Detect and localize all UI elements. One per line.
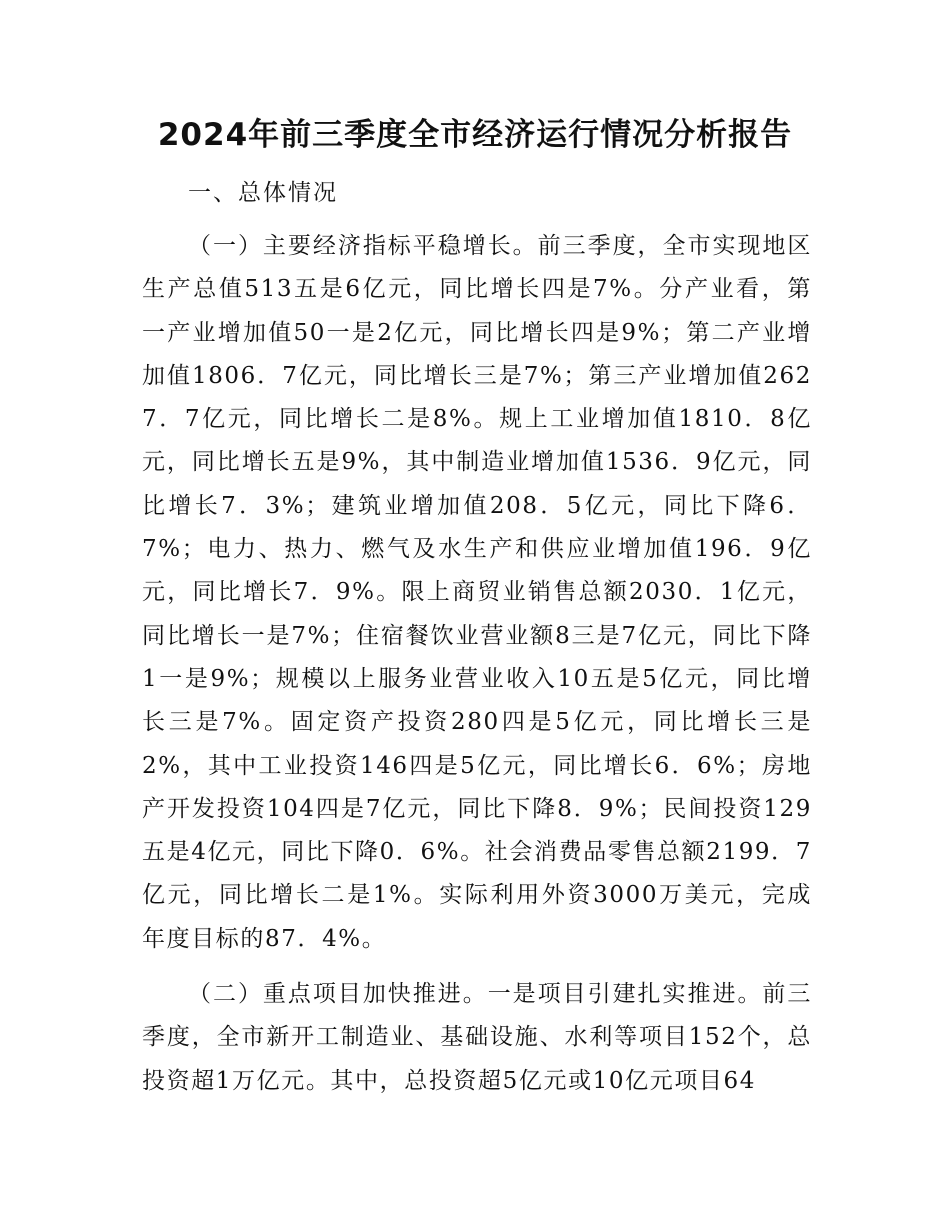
- paragraph-economic-indicators: （一）主要经济指标平稳增长。前三季度，全市实现地区生产总值513五是6亿元，同比增长四是7%。分产业看，第一产业增加值50一是2亿元，同比增长四是9%；第二产业增加值1806．7亿元，同比增长三是7%；第三产业增加值2627．7亿元，同比增长二是8%。规上工业增加值1810．8亿元，同比增长五是9%，其中制造业增加值1536．9亿元，同比增长7．3%；建筑业增加值208．5亿元，同比下降6．7%；电力、热力、燃气及水生产和供应业增加值196．9亿元，同比增长7．9%。限上商贸业销售总额2030．1亿元，同比增长一是7%；住宿餐饮业营业额8三是7亿元，同比下降1一是9%；规模以上服务业营业收入10五是5亿元，同比增长三是7%。固定资产投资280四是5亿元，同比增长三是2%，其中工业投资146四是5亿元，同比增长6．6%；房地产开发投资104四是7亿元，同比下降8．9%；民间投资129五是4亿元，同比下降0．6%。社会消费品零售总额2199．7亿元，同比增长二是1%。实际利用外资3000万美元，完成年度目标的87．4%。: [142, 233, 812, 952]
- section-heading: 一、总体情况: [188, 180, 338, 206]
- document-title: 2024年前三季度全市经济运行情况分析报告: [157, 117, 793, 153]
- paragraph-key-projects: （二）重点项目加快推进。一是项目引建扎实推进。前三季度，全市新开工制造业、基础设施、水利等项目152个，总投资超1万亿元。其中，总投资超5亿元或10亿元项目64: [142, 981, 812, 1094]
